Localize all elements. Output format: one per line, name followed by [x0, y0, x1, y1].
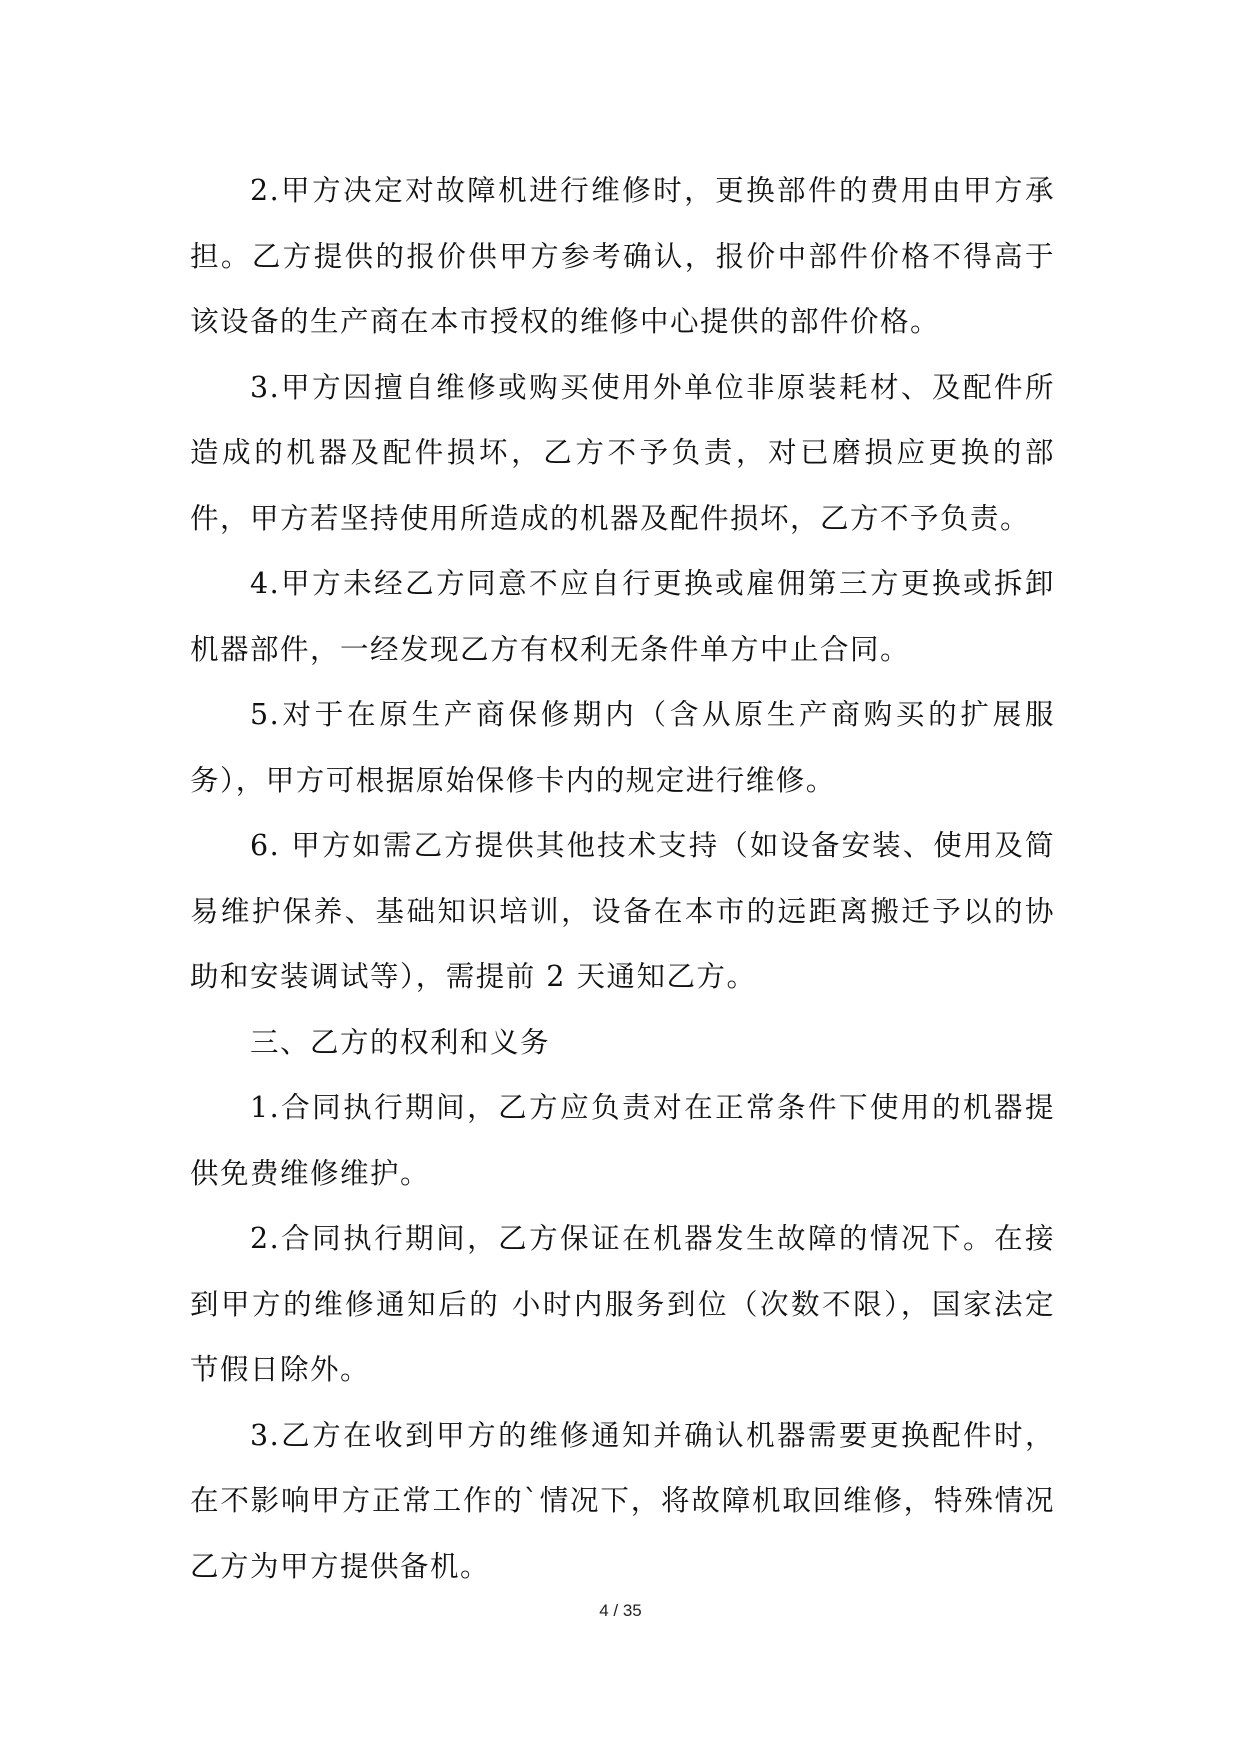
clause-5-warranty-period: 5.对于在原生产商保修期内（含从原生产商购买的扩展服务），甲方可根据原始保修卡内的规定进行维修。: [190, 698, 1055, 797]
section-heading-party-b-rights: 三、乙方的权利和义务: [250, 1025, 551, 1059]
document-body: [190, 158, 1055, 1599]
clause-6-technical-support: 6. 甲方如需乙方提供其他技术支持（如设备安装、使用及简易维护保养、基础知识培训，设备在本市的远距离搬迁予以的协助和安装调试等），需提前 2 天通知乙方。: [190, 829, 1055, 993]
clause-3-unauthorized-repair: 3.甲方因擅自维修或购买使用外单位非原装耗材、及配件所造成的机器及配件损坏，乙方不予负责，对已磨损应更换的部件，甲方若坚持使用所造成的机器及配件损坏，乙方不予负责。: [190, 370, 1055, 535]
clause-2-replacement-parts-cost: 2.甲方决定对故障机进行维修时，更换部件的费用由甲方承担。乙方提供的报价供甲方参考确认，报价中部件价格不得高于该设备的生产商在本市授权的维修中心提供的部件价格。: [190, 174, 1055, 338]
party-b-clause-3-backup-machine: 3.乙方在收到甲方的维修通知并确认机器需要更换配件时，在不影响甲方正常工作的`情况下，将故障机取回维修，特殊情况乙方为甲方提供备机。: [190, 1418, 1055, 1583]
party-b-clause-2-response-time: 2.合同执行期间，乙方保证在机器发生故障的情况下。在接到甲方的维修通知后的 小时内服务到位（次数不限），国家法定节假日除外。: [190, 1222, 1055, 1386]
page-number: 4 / 35: [599, 1601, 642, 1620]
clause-4-third-party-replacement: 4.甲方未经乙方同意不应自行更换或雇佣第三方更换或拆卸机器部件，一经发现乙方有权利无条件单方中止合同。: [190, 567, 1055, 666]
party-b-clause-1-free-maintenance: 1.合同执行期间，乙方应负责对在正常条件下使用的机器提供免费维修维护。: [190, 1091, 1055, 1190]
